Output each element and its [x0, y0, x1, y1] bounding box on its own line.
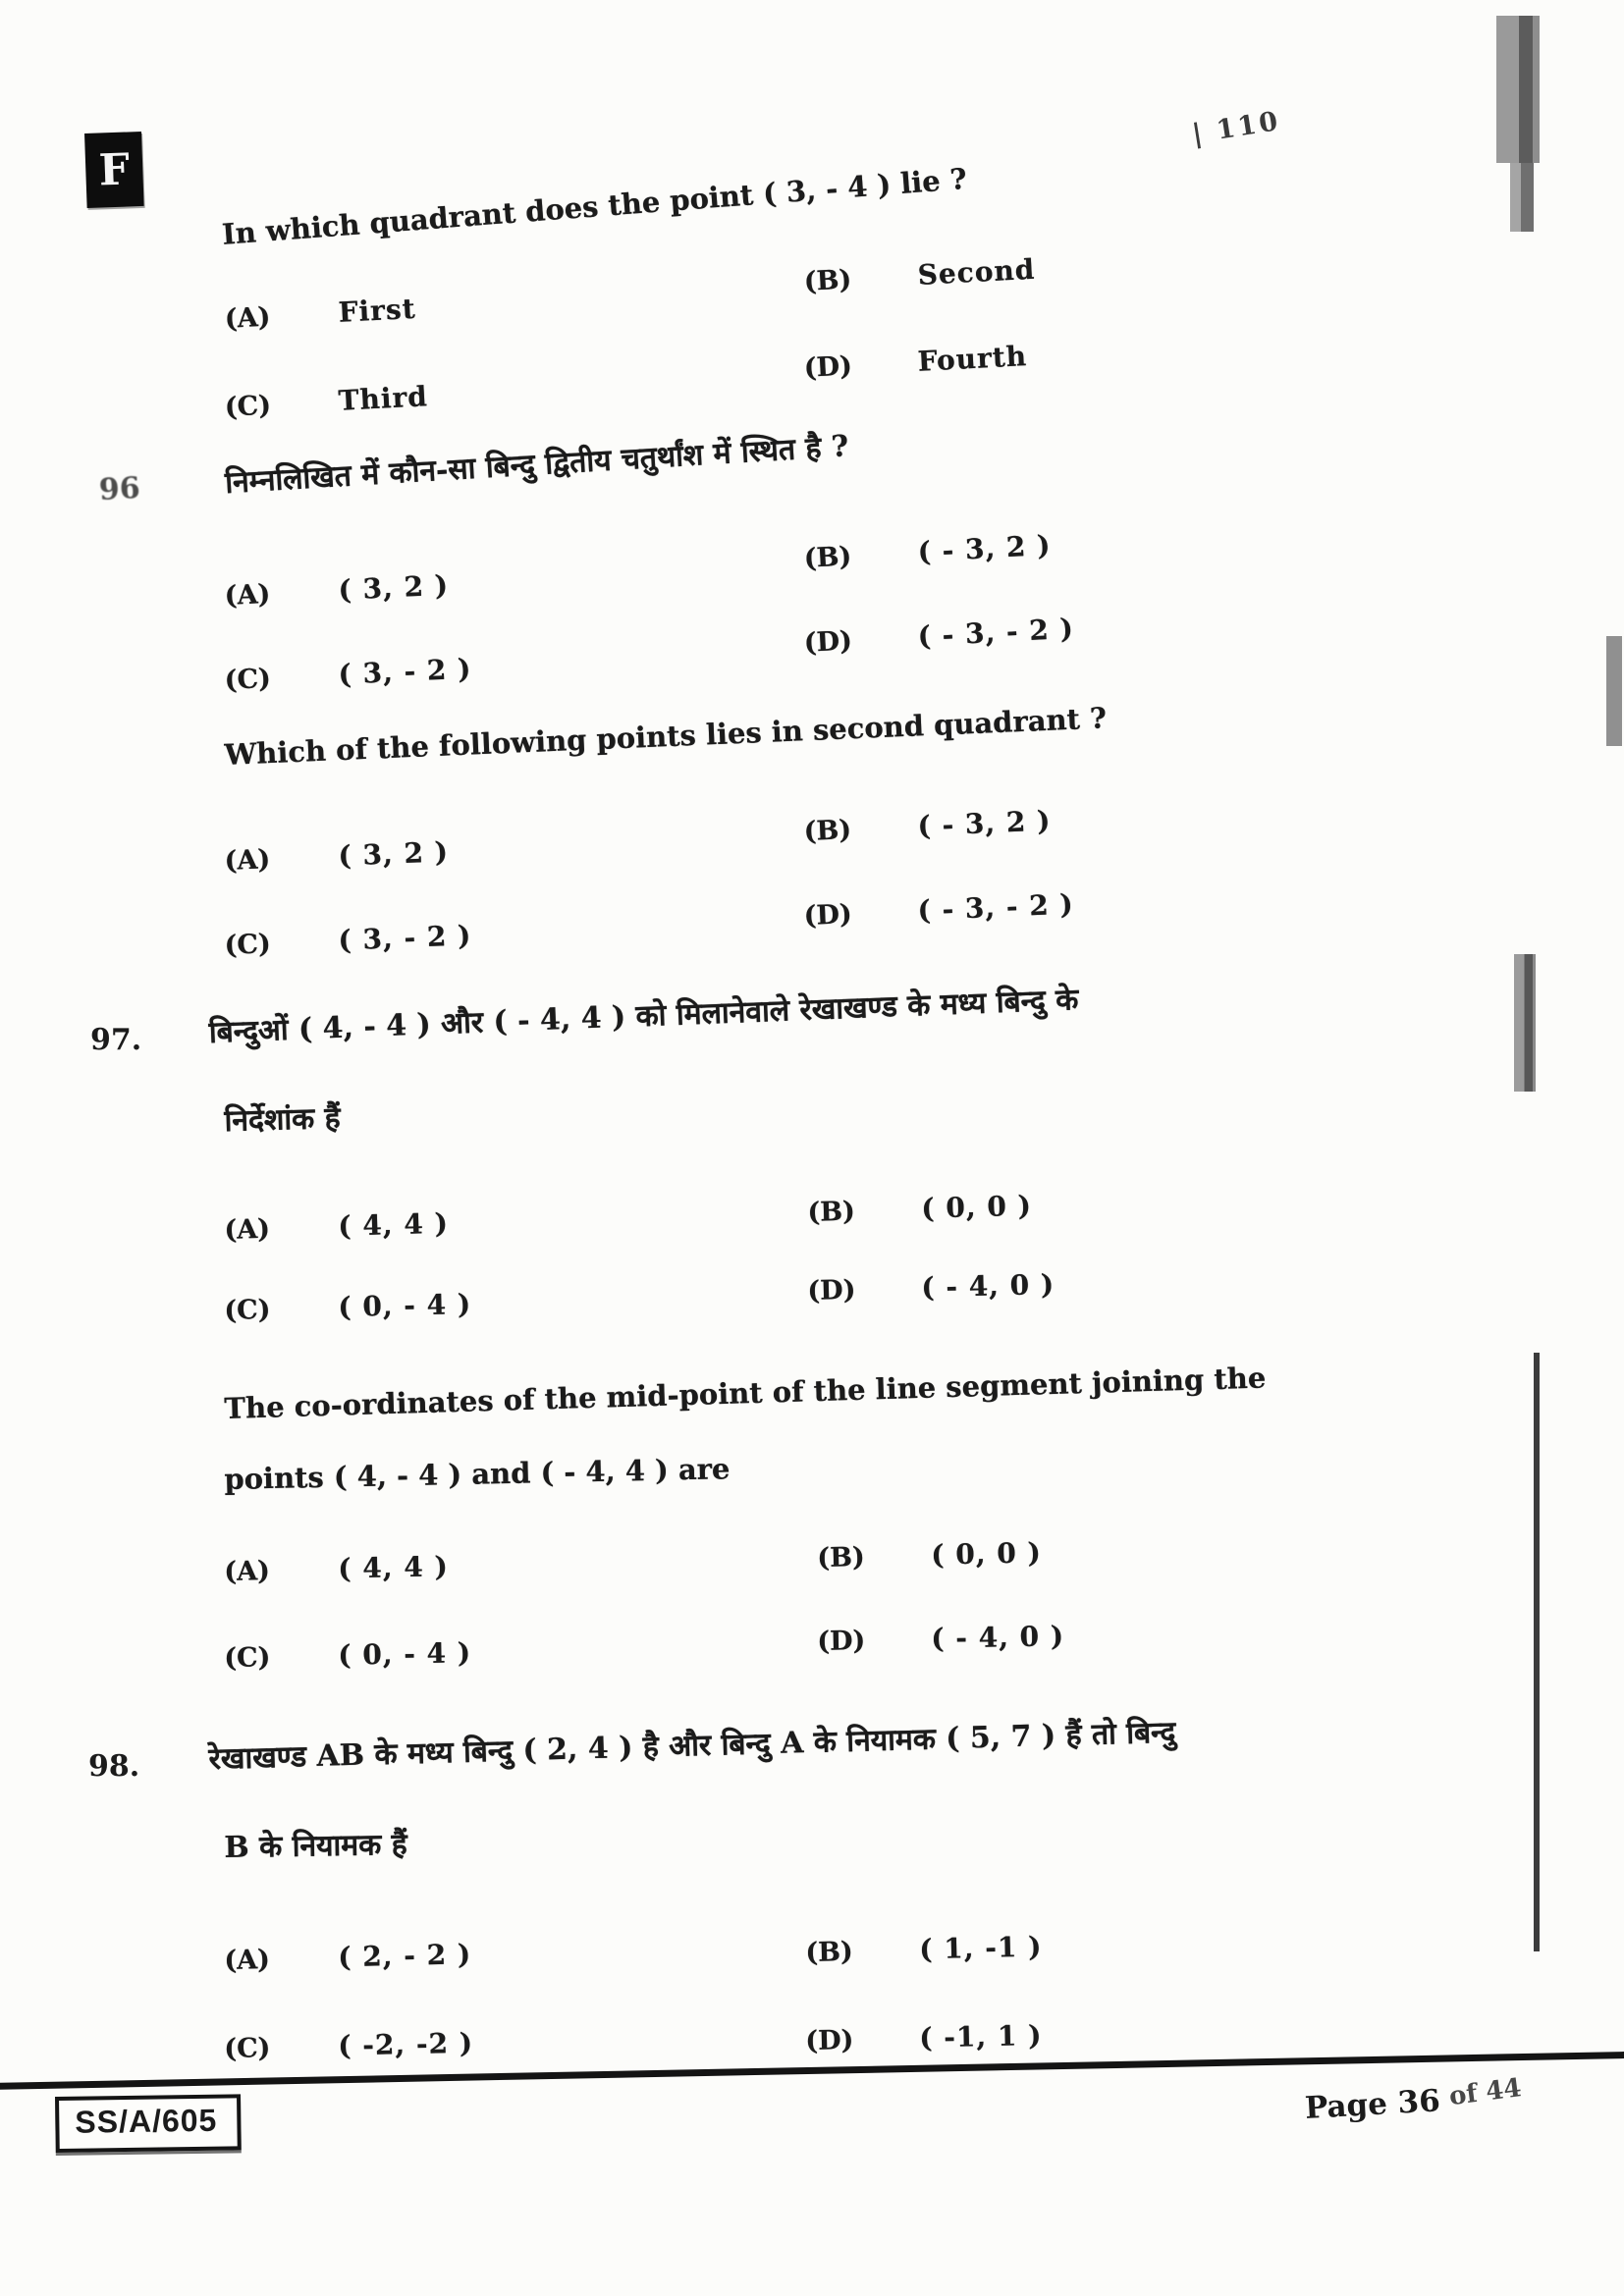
option-value: ( 2, - 2 ) [337, 1938, 472, 1974]
question-98-number: 98. [88, 1749, 140, 1784]
option-value: ( 3, - 2 ) [337, 919, 472, 957]
option-label: (A) [224, 578, 271, 612]
option-label: (B) [803, 264, 853, 297]
q97-en-option-c [224, 1636, 471, 1674]
option-label: (D) [817, 1626, 866, 1657]
q95-option-c [224, 380, 429, 423]
scan-artifact-bar-right [1606, 636, 1622, 746]
q97-en-option-d [817, 1620, 1064, 1657]
option-label: (D) [805, 2024, 854, 2056]
option-value: ( - 3, - 2 ) [916, 612, 1075, 653]
option-value: ( 4, 4 ) [337, 1550, 450, 1585]
option-label: (A) [224, 1944, 271, 1976]
option-value: ( 0, - 4 ) [337, 1287, 472, 1324]
q96-hi-option-c [224, 653, 472, 696]
option-value: Third [337, 380, 429, 417]
q98-option-d [805, 2019, 1043, 2056]
option-value: ( 0, 0 ) [930, 1536, 1043, 1572]
q98-option-c [224, 2027, 473, 2064]
option-label: (B) [803, 541, 853, 574]
option-value: ( - 4, 0 ) [930, 1620, 1065, 1655]
page-number-main: Page 36 [1304, 2083, 1441, 2126]
q96-en-option-c [224, 919, 472, 961]
booklet-code: SS/A/605 [55, 2094, 242, 2153]
q96-en-option-a [224, 835, 450, 877]
option-label: (C) [224, 663, 272, 696]
option-value: ( - 4, 0 ) [920, 1267, 1056, 1305]
question-97-text-hi-line1: बिन्दुओं ( 4, - 4 ) और ( - 4, 4 ) को मिलानेवाले रेखाखण्ड के मध्य बिन्दु के [208, 982, 1079, 1050]
option-value: Second [916, 252, 1037, 292]
option-label: (C) [224, 1642, 271, 1674]
option-label: (A) [224, 1213, 271, 1246]
option-value: ( 3, 2 ) [337, 568, 450, 607]
question-96-text-hi: निम्नलिखित में कौन-सा बिन्दु द्वितीय चतुर्थांश में स्थित है ? [224, 429, 850, 501]
question-96-number: 96 [98, 470, 141, 507]
option-label: (C) [224, 2033, 271, 2064]
series-letter: F [97, 143, 131, 195]
q96-hi-option-b [803, 529, 1052, 574]
question-96-text-en: Which of the following points lies in second quadrant ? [224, 701, 1108, 772]
option-label: (B) [805, 1936, 854, 1968]
q97-hi-option-b [807, 1190, 1032, 1228]
scan-artifact-bar-top [1496, 16, 1540, 163]
option-value: ( -1, 1 ) [918, 2018, 1043, 2055]
option-value: ( 3, 2 ) [337, 835, 450, 873]
option-label: (D) [803, 625, 853, 659]
option-label: (C) [224, 1294, 271, 1326]
option-value: ( - 3, - 2 ) [916, 887, 1075, 928]
q96-en-option-d [803, 887, 1074, 931]
q96-hi-option-d [803, 613, 1075, 659]
scan-artifact-bar-q97 [1514, 954, 1536, 1092]
series-letter-box [84, 132, 144, 208]
option-label: (B) [807, 1196, 856, 1228]
q97-hi-option-d [807, 1268, 1056, 1307]
option-label: (C) [224, 929, 272, 961]
option-value: ( - 3, 2 ) [916, 528, 1053, 568]
option-value: Fourth [916, 340, 1028, 378]
question-95-text-en: In which quadrant does the point ( 3, - 4 ) lie ? [221, 161, 968, 251]
option-value: ( 0, 0 ) [920, 1189, 1033, 1225]
option-value: ( -2, -2 ) [337, 2026, 474, 2062]
q96-hi-option-a [224, 569, 450, 612]
question-97-text-hi-line2: निर्देशांक हैं [224, 1100, 342, 1139]
option-label: (D) [803, 898, 853, 932]
option-value: ( 1, -1 ) [918, 1930, 1043, 1966]
q97-en-option-a [224, 1550, 449, 1587]
option-label: (D) [807, 1274, 856, 1307]
q95-option-a [224, 293, 416, 335]
option-value: ( 0, - 4 ) [337, 1636, 472, 1672]
page-number-total: of 44 [1447, 2073, 1524, 2112]
scan-artifact-line-right [1534, 1353, 1540, 1951]
option-label: (B) [817, 1541, 866, 1574]
option-value: ( 3, - 2 ) [337, 652, 473, 691]
q97-hi-option-c [224, 1288, 472, 1326]
q97-en-option-b [817, 1536, 1042, 1574]
q98-option-a [224, 1938, 472, 1976]
option-label: (D) [803, 350, 853, 384]
q95-option-d [803, 340, 1028, 384]
question-97-number: 97. [90, 1023, 142, 1057]
question-98-text-hi-line2: B के नियामक हैं [224, 1827, 407, 1865]
option-label: (B) [803, 814, 852, 847]
top-right-scan-mark: | 110 [1190, 105, 1283, 150]
scan-artifact-bar-top-tail [1510, 163, 1534, 232]
page-number [1304, 2073, 1524, 2126]
option-value: ( 4, 4 ) [337, 1206, 450, 1243]
option-value: First [337, 292, 417, 329]
question-98-text-hi-line1: रेखाखण्ड AB के मध्य बिन्दु ( 2, 4 ) है और बिन्दु A के नियामक ( 5, 7 ) हैं तो बिन्दु [208, 1715, 1176, 1777]
q96-en-option-b [803, 804, 1052, 847]
option-value: ( - 3, 2 ) [916, 804, 1052, 843]
q95-option-b [803, 253, 1036, 297]
q98-option-b [805, 1931, 1043, 1968]
option-label: (C) [224, 390, 272, 423]
q97-hi-option-a [224, 1207, 449, 1246]
option-label: (A) [224, 301, 272, 335]
question-97-text-en-line2: points ( 4, - 4 ) and ( - 4, 4 ) are [224, 1452, 731, 1496]
option-label: (A) [224, 1556, 271, 1587]
option-label: (A) [224, 844, 271, 877]
question-97-text-en-line1: The co-ordinates of the mid-point of the line segment joining the [224, 1361, 1267, 1425]
